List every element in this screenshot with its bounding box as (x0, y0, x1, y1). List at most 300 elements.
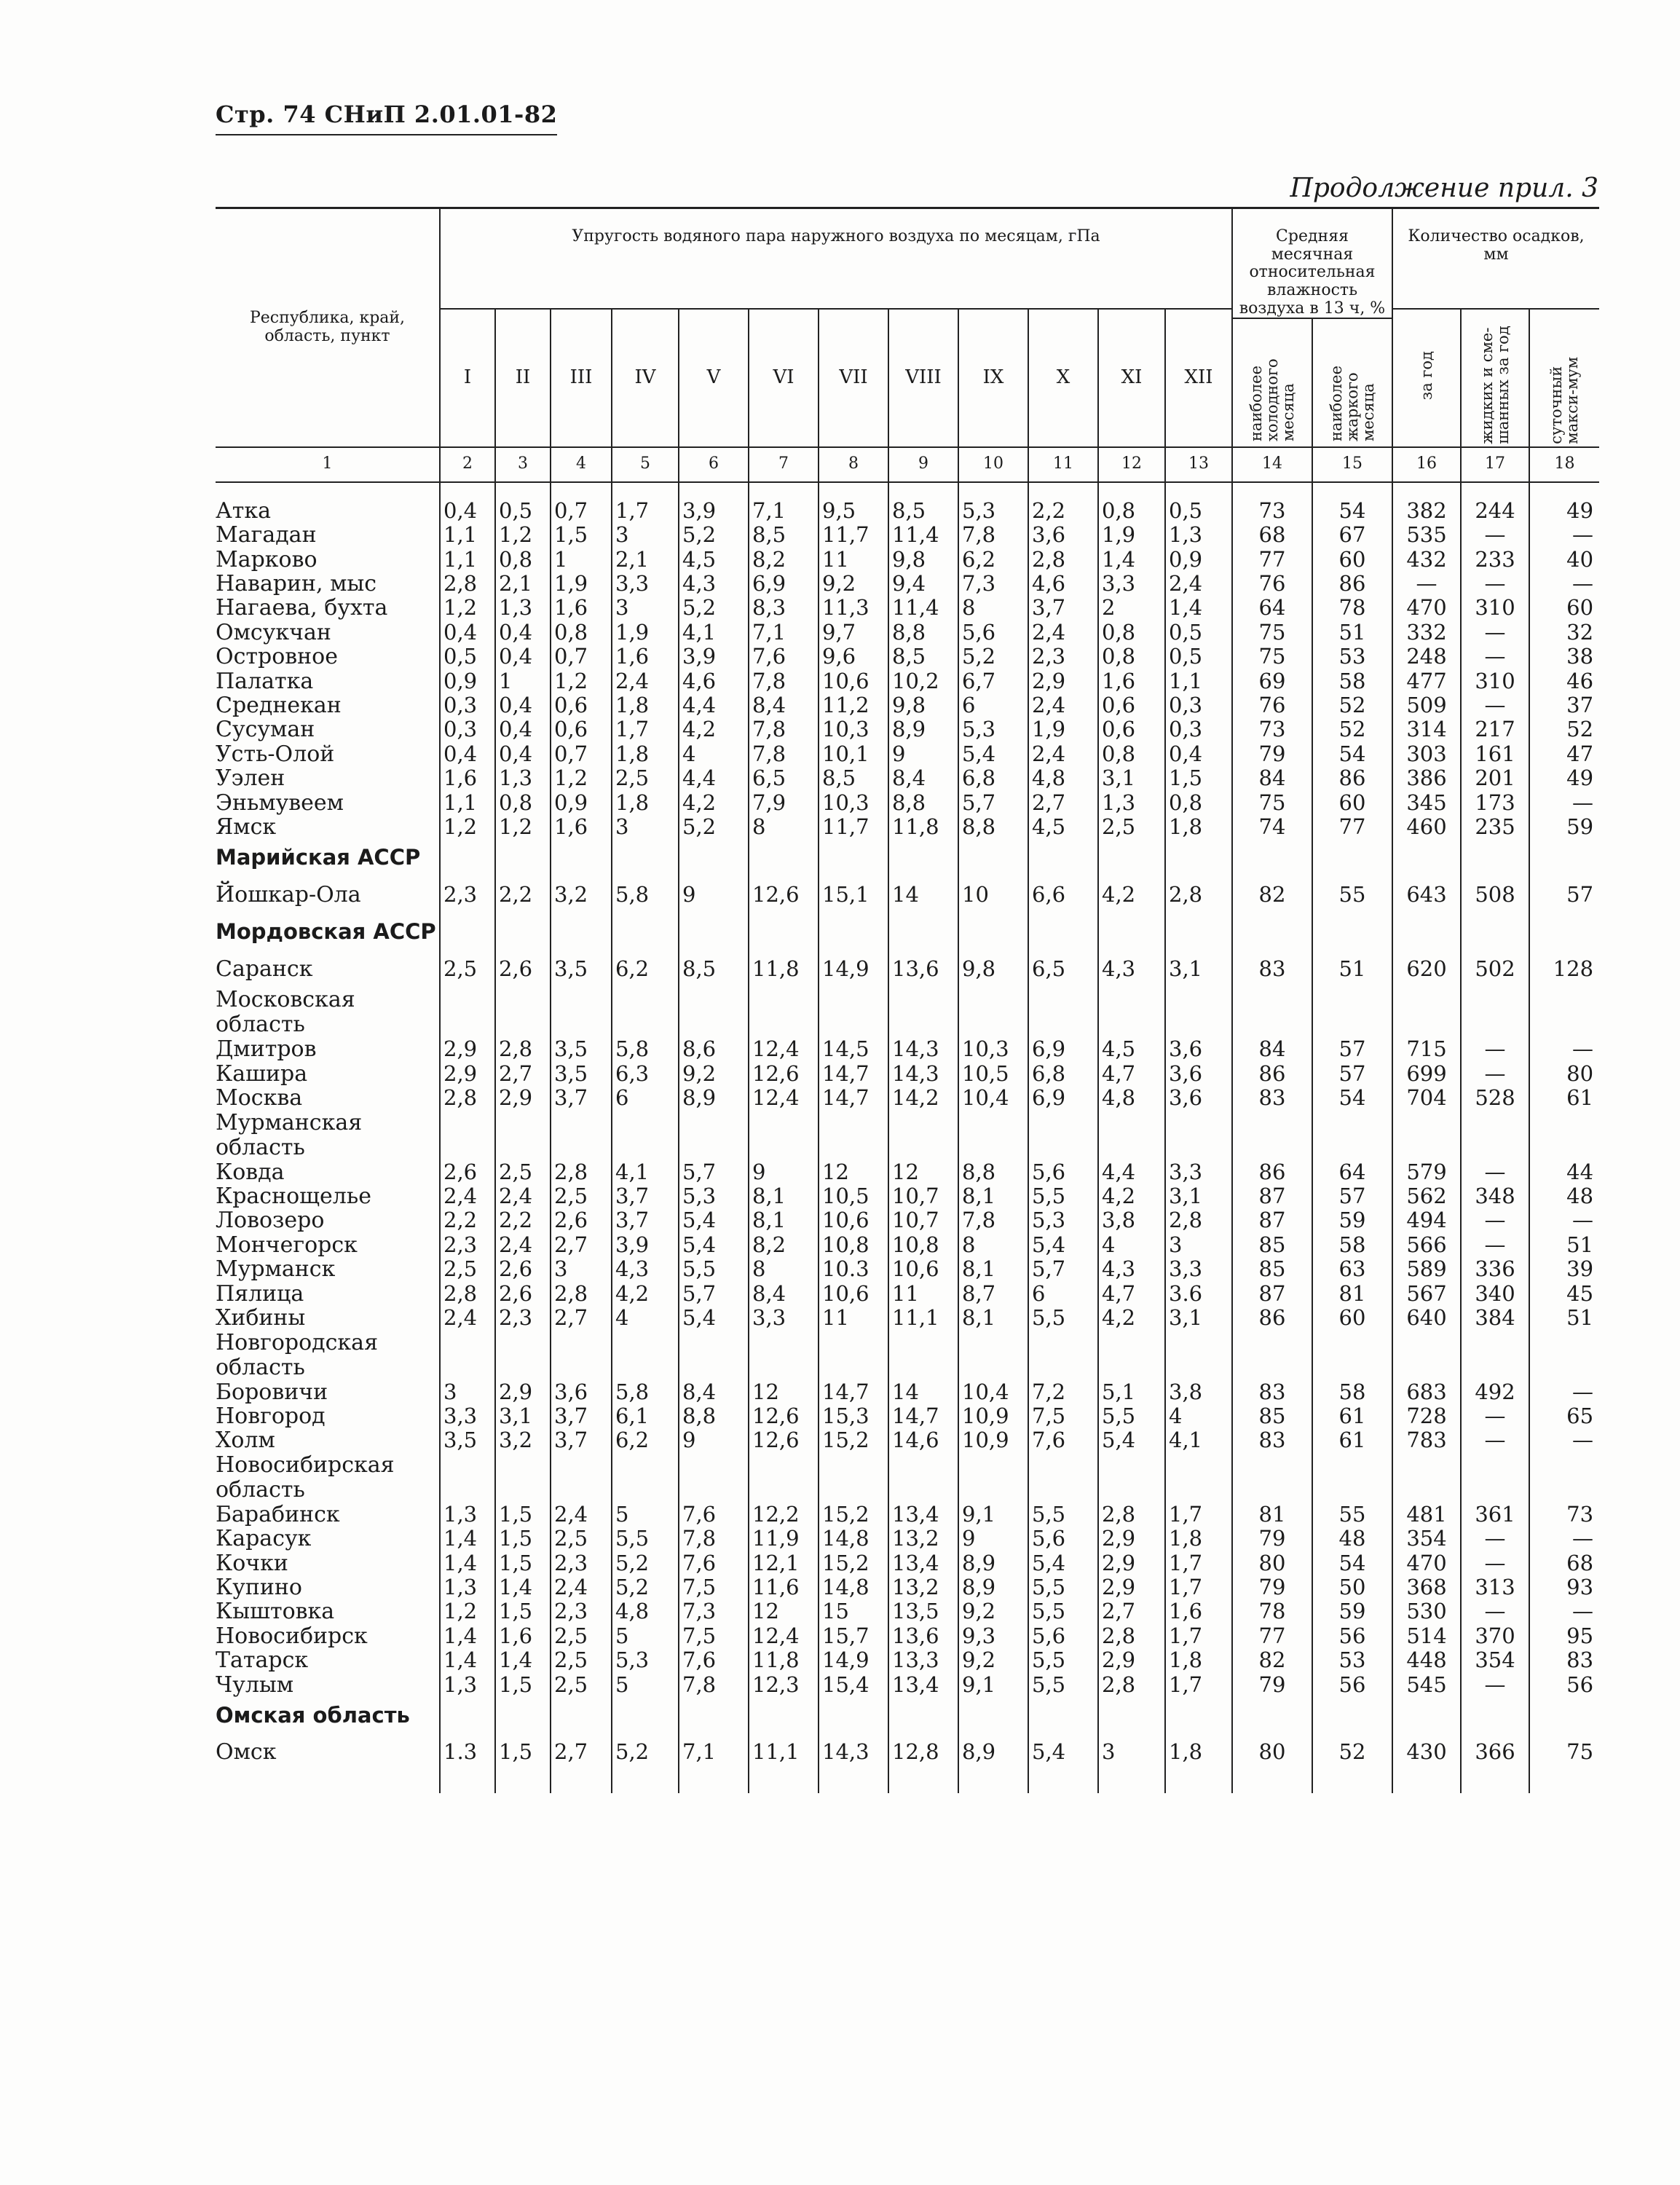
vapor-cell: 2,5 (495, 1160, 551, 1184)
precip-cell: 32 (1529, 621, 1599, 645)
vapor-cell: 2,5 (440, 1257, 495, 1281)
vapor-cell: 4,1 (679, 621, 749, 645)
vapor-cell: 5,5 (1028, 1599, 1098, 1623)
vapor-cell: 2,6 (551, 1208, 612, 1232)
precip-cell: — (1461, 1527, 1529, 1551)
vapor-cell: 10,7 (888, 1184, 958, 1208)
humidity-cell: 54 (1312, 742, 1392, 766)
vapor-cell: 12,4 (749, 1037, 819, 1061)
precip-cell: 233 (1461, 548, 1529, 572)
empty-cell (1232, 1478, 1312, 1503)
vapor-cell: 5,4 (1098, 1428, 1165, 1452)
vapor-cell: 5,5 (1028, 1673, 1098, 1697)
vapor-cell: 2,4 (612, 669, 679, 693)
vapor-cell: 9 (958, 1527, 1028, 1551)
vapor-cell: 2,8 (1098, 1503, 1165, 1527)
month-header: XI (1098, 309, 1165, 447)
vapor-cell: 11,1 (888, 1306, 958, 1330)
table-row (216, 1208, 1599, 1232)
empty-cell (1312, 1478, 1392, 1503)
humidity-cell: 78 (1232, 1599, 1312, 1623)
vapor-cell: 13,4 (888, 1503, 958, 1527)
empty-cell (440, 1697, 495, 1733)
empty-cell (1098, 839, 1165, 875)
vapor-cell: 4,2 (1098, 1184, 1165, 1208)
vapor-cell: 1,4 (440, 1527, 495, 1551)
spacer-cell (1232, 1771, 1312, 1793)
empty-cell (495, 1111, 551, 1135)
humidity-cell: 85 (1232, 1233, 1312, 1257)
column-number: 12 (1098, 447, 1165, 482)
empty-cell (888, 1478, 958, 1503)
empty-cell (551, 1355, 612, 1380)
precip-cell: — (1461, 1673, 1529, 1697)
station-name: Новгород (216, 1403, 326, 1429)
humidity-cell: 48 (1312, 1527, 1392, 1551)
table-row (216, 1160, 1599, 1184)
vapor-cell: 1,5 (495, 1527, 551, 1551)
empty-cell (1392, 1135, 1461, 1160)
vapor-cell: 0,3 (1165, 717, 1232, 741)
vapor-cell: 2,4 (1028, 621, 1098, 645)
vapor-cell: 5,6 (1028, 1160, 1098, 1184)
vapor-cell: 5,3 (958, 717, 1028, 741)
vapor-cell: 3 (440, 1380, 495, 1404)
vapor-cell: 5,5 (1028, 1503, 1098, 1527)
vapor-cell: 3,6 (1028, 523, 1098, 547)
vapor-cell: 0,7 (551, 742, 612, 766)
precip-daily-max-header: суточный макси-мум (1529, 309, 1599, 447)
vapor-cell: 3,7 (551, 1404, 612, 1428)
vapor-cell: 4,6 (679, 669, 749, 693)
humidity-cell: 61 (1312, 1404, 1392, 1428)
table-row (216, 1306, 1599, 1330)
vapor-cell: 1,3 (440, 1673, 495, 1697)
humidity-cell: 76 (1232, 693, 1312, 717)
empty-cell (819, 1135, 888, 1160)
vapor-cell: 13,2 (888, 1575, 958, 1599)
column-number: 15 (1312, 447, 1392, 482)
spacer-cell (888, 1771, 958, 1793)
precip-cell: 80 (1529, 1062, 1599, 1086)
vapor-cell: 11,1 (749, 1733, 819, 1771)
vapor-cell: 10,6 (819, 1208, 888, 1232)
empty-cell (1232, 1697, 1312, 1733)
precip-cell: 354 (1392, 1527, 1461, 1551)
vapor-cell: 10 (958, 875, 1028, 913)
precip-cell: 477 (1392, 669, 1461, 693)
table-row (216, 1086, 1599, 1110)
vapor-cell: 2,7 (551, 1306, 612, 1330)
vapor-cell: 5,5 (679, 1257, 749, 1281)
vapor-cell: 0,3 (1165, 693, 1232, 717)
humidity-cell: 83 (1232, 1086, 1312, 1110)
precip-cell: 61 (1529, 1086, 1599, 1110)
column-number: 4 (551, 447, 612, 482)
vapor-cell: 5,4 (679, 1306, 749, 1330)
table-row (216, 875, 1599, 913)
spacer-cell (1098, 482, 1165, 499)
station-name: Марково (216, 547, 318, 572)
vapor-cell: 14,9 (819, 950, 888, 988)
vapor-cell: 4,8 (612, 1599, 679, 1623)
empty-cell (495, 913, 551, 950)
region-name: Мордовская АССР (216, 919, 436, 945)
column-number: 1 (216, 447, 440, 482)
empty-cell (958, 1355, 1028, 1380)
vapor-cell: 6,5 (1028, 950, 1098, 988)
vapor-cell: 1,4 (1165, 596, 1232, 620)
vapor-cell: 1 (495, 669, 551, 693)
vapor-cell: 7,6 (1028, 1428, 1098, 1452)
empty-cell (749, 1331, 819, 1355)
table-row (216, 1648, 1599, 1672)
empty-cell (612, 913, 679, 950)
vapor-cell: 6,2 (958, 548, 1028, 572)
vapor-cell: 14,5 (819, 1037, 888, 1061)
empty-cell (1461, 1135, 1529, 1160)
empty-cell (958, 839, 1028, 875)
empty-cell (1461, 1331, 1529, 1355)
empty-cell (958, 913, 1028, 950)
humidity-cell: 87 (1232, 1208, 1312, 1232)
vapor-cell: 9,5 (819, 499, 888, 523)
empty-cell (1165, 1135, 1232, 1160)
vapor-cell: 1,3 (440, 1575, 495, 1599)
vapor-cell: 3,3 (1098, 572, 1165, 596)
vapor-cell: 8,9 (958, 1575, 1028, 1599)
precip-cell: 492 (1461, 1380, 1529, 1404)
empty-cell (440, 1478, 495, 1503)
column-number: 6 (679, 447, 749, 482)
spacer-cell (1312, 482, 1392, 499)
vapor-cell: 1,7 (1165, 1673, 1232, 1697)
empty-cell (1392, 1012, 1461, 1037)
spacer-cell (216, 482, 440, 499)
vapor-cell: 3,9 (679, 645, 749, 669)
precip-cell: 51 (1529, 1233, 1599, 1257)
vapor-cell: 2,4 (551, 1503, 612, 1527)
precip-cell: 783 (1392, 1428, 1461, 1452)
station-name: Мончегорск (216, 1232, 358, 1258)
empty-cell (819, 1355, 888, 1380)
vapor-cell: 11,7 (819, 815, 888, 839)
vapor-cell: 12,4 (749, 1086, 819, 1110)
vapor-cell: 14,8 (819, 1527, 888, 1551)
table-row (216, 1282, 1599, 1306)
vapor-cell: 3,8 (1165, 1380, 1232, 1404)
vapor-cell: 4 (612, 1306, 679, 1330)
vapor-cell: 8,4 (749, 693, 819, 717)
vapor-cell: 0,5 (1165, 499, 1232, 523)
empty-cell (1232, 1355, 1312, 1380)
vapor-cell: 5,8 (612, 875, 679, 913)
empty-cell (1028, 1478, 1098, 1503)
precip-cell: 303 (1392, 742, 1461, 766)
humidity-cell: 86 (1232, 1062, 1312, 1086)
vapor-cell: 2,7 (551, 1233, 612, 1257)
empty-cell (1312, 1331, 1392, 1355)
humidity-cell: 73 (1232, 499, 1312, 523)
humidity-cell: 59 (1312, 1208, 1392, 1232)
precip-cell: 314 (1392, 717, 1461, 741)
empty-cell (495, 1478, 551, 1503)
vapor-cell: 1,1 (440, 523, 495, 547)
vapor-cell: 4,3 (1098, 1257, 1165, 1281)
humidity-cell: 84 (1232, 766, 1312, 790)
vapor-cell: 5,4 (679, 1233, 749, 1257)
empty-cell (1232, 1111, 1312, 1135)
vapor-cell: 0,6 (1098, 717, 1165, 741)
vapor-cell: 2,1 (495, 572, 551, 596)
empty-cell (1529, 913, 1599, 950)
vapor-cell: 8,1 (958, 1184, 1028, 1208)
region-row (216, 839, 1599, 875)
vapor-cell: 5,5 (1028, 1306, 1098, 1330)
empty-cell (888, 1135, 958, 1160)
vapor-cell: 4,3 (612, 1257, 679, 1281)
precip-year-header: за год (1392, 309, 1461, 447)
region-name: Марийская АССР (216, 845, 421, 870)
precip-cell: 248 (1392, 645, 1461, 669)
vapor-cell: 9,8 (958, 950, 1028, 988)
empty-cell (440, 1355, 495, 1380)
vapor-cell: 2,9 (1028, 669, 1098, 693)
precip-cell: 699 (1392, 1062, 1461, 1086)
vapor-cell: 4,5 (1028, 815, 1098, 839)
humidity-cell: 60 (1312, 791, 1392, 815)
vapor-cell: 1,2 (551, 669, 612, 693)
vapor-cell: 5,4 (1028, 1733, 1098, 1771)
precip-cell: 47 (1529, 742, 1599, 766)
table-row (216, 1527, 1599, 1551)
precip-cell: 567 (1392, 1282, 1461, 1306)
vapor-cell: 8,9 (958, 1551, 1028, 1575)
region-name: область (216, 1135, 305, 1160)
humidity-cell: 53 (1312, 645, 1392, 669)
precip-cell: 386 (1392, 766, 1461, 790)
spacer-cell (551, 482, 612, 499)
empty-cell (1098, 1478, 1165, 1503)
precip-cell: 217 (1461, 717, 1529, 741)
month-header: IV (612, 309, 679, 447)
vapor-cell: 0,5 (440, 645, 495, 669)
vapor-cell: 10,3 (819, 791, 888, 815)
vapor-cell: 15,1 (819, 875, 888, 913)
empty-cell (612, 839, 679, 875)
empty-cell (551, 913, 612, 950)
table-row (216, 621, 1599, 645)
vapor-cell: 7,9 (749, 791, 819, 815)
humidity-cell: 61 (1312, 1428, 1392, 1452)
precip-cell: 46 (1529, 669, 1599, 693)
vapor-cell: 8 (749, 1257, 819, 1281)
vapor-cell: 2,4 (1028, 742, 1098, 766)
vapor-cell: 15,7 (819, 1624, 888, 1648)
vapor-cell: 14,3 (819, 1733, 888, 1771)
vapor-cell: 0,5 (1165, 645, 1232, 669)
humidity-cell: 74 (1232, 815, 1312, 839)
empty-cell (819, 1478, 888, 1503)
vapor-cell: 8,5 (888, 499, 958, 523)
vapor-cell: 6,9 (1028, 1037, 1098, 1061)
vapor-cell: 1,6 (495, 1624, 551, 1648)
vapor-cell: 7,6 (749, 645, 819, 669)
vapor-cell: 5,5 (1028, 1575, 1098, 1599)
precip-cell: 535 (1392, 523, 1461, 547)
vapor-cell: 12,4 (749, 1624, 819, 1648)
humidity-cell: 82 (1232, 875, 1312, 913)
climate-table-wrapper (216, 207, 1599, 1793)
humidity-cell: 79 (1232, 742, 1312, 766)
humidity-cell: 63 (1312, 1257, 1392, 1281)
empty-cell (1392, 839, 1461, 875)
vapor-cell: 1,8 (1165, 1527, 1232, 1551)
spacer-cell (958, 1771, 1028, 1793)
region-row (216, 1135, 1599, 1160)
vapor-cell: 5,3 (679, 1184, 749, 1208)
vapor-cell: 3 (551, 1257, 612, 1281)
table-row (216, 1037, 1599, 1061)
precip-cell: 244 (1461, 499, 1529, 523)
precip-cell: — (1529, 1037, 1599, 1061)
precip-cell: 49 (1529, 499, 1599, 523)
column-number: 13 (1165, 447, 1232, 482)
vapor-cell: 2,8 (440, 572, 495, 596)
vapor-cell: 0,4 (440, 742, 495, 766)
empty-cell (551, 1111, 612, 1135)
empty-cell (1028, 1012, 1098, 1037)
month-header: II (495, 309, 551, 447)
empty-cell (1461, 1697, 1529, 1733)
humidity-cell: 80 (1232, 1551, 1312, 1575)
empty-cell (1461, 1453, 1529, 1478)
vapor-cell: 5,7 (1028, 1257, 1098, 1281)
humidity-cell: 85 (1232, 1404, 1312, 1428)
precip-cell: 566 (1392, 1233, 1461, 1257)
precip-cell: 57 (1529, 875, 1599, 913)
vapor-cell: 2,2 (495, 875, 551, 913)
vapor-cell: 3,1 (1165, 1306, 1232, 1330)
vapor-cell: 1,8 (1165, 1733, 1232, 1771)
vapor-cell: 5 (612, 1673, 679, 1697)
vapor-cell: 0,4 (495, 742, 551, 766)
humidity-header: Средняя месячная относительная влажность воздуха в 13 ч, % (1232, 208, 1392, 319)
column-number: 5 (612, 447, 679, 482)
vapor-cell: 2,3 (495, 1306, 551, 1330)
empty-cell (1232, 839, 1312, 875)
vapor-cell: 2,8 (1165, 1208, 1232, 1232)
vapor-cell: 4,8 (1028, 766, 1098, 790)
station-name: Карасук (216, 1527, 312, 1551)
empty-cell (888, 988, 958, 1012)
empty-cell (1028, 1331, 1098, 1355)
region-row (216, 1478, 1599, 1503)
precip-cell: 494 (1392, 1208, 1461, 1232)
vapor-cell: 2,9 (1098, 1648, 1165, 1672)
vapor-cell: 0,7 (551, 645, 612, 669)
humidity-cell: 54 (1312, 499, 1392, 523)
precip-cell: — (1461, 1160, 1529, 1184)
vapor-cell: 8,8 (679, 1404, 749, 1428)
humidity-cell: 60 (1312, 548, 1392, 572)
month-header: III (551, 309, 612, 447)
vapor-cell: 0,6 (551, 693, 612, 717)
vapor-cell: 11,8 (749, 950, 819, 988)
vapor-cell: 5,5 (1028, 1184, 1098, 1208)
vapor-cell: 1,1 (440, 791, 495, 815)
precip-cell: 340 (1461, 1282, 1529, 1306)
empty-cell (1028, 1697, 1098, 1733)
precip-cell: 728 (1392, 1404, 1461, 1428)
empty-cell (679, 1012, 749, 1037)
vapor-cell: 7,2 (1028, 1380, 1098, 1404)
spacer-cell (1165, 482, 1232, 499)
vapor-cell: 3 (1098, 1733, 1165, 1771)
empty-cell (440, 839, 495, 875)
empty-cell (1312, 1697, 1392, 1733)
vapor-cell: 5,2 (958, 645, 1028, 669)
spacer-cell (1098, 1771, 1165, 1793)
vapor-cell: 2,6 (495, 1257, 551, 1281)
spacer-cell (1392, 1771, 1461, 1793)
precip-cell: 382 (1392, 499, 1461, 523)
vapor-cell: 1,6 (551, 596, 612, 620)
vapor-cell: 15,2 (819, 1551, 888, 1575)
empty-cell (1392, 988, 1461, 1012)
vapor-cell: 8 (958, 1233, 1028, 1257)
vapor-cell: 4 (1098, 1233, 1165, 1257)
vapor-cell: 3,6 (1165, 1062, 1232, 1086)
vapor-cell: 1,2 (495, 523, 551, 547)
humidity-cell: 86 (1232, 1160, 1312, 1184)
vapor-cell: 1,2 (440, 815, 495, 839)
empty-cell (1529, 1111, 1599, 1135)
spacer-cell (440, 1771, 495, 1793)
vapor-cell: 2,3 (1028, 645, 1098, 669)
empty-cell (495, 1697, 551, 1733)
humidity-cell: 58 (1312, 669, 1392, 693)
vapor-cell: 2,2 (440, 1208, 495, 1232)
vapor-cell: 9 (749, 1160, 819, 1184)
vapor-cell: 1,3 (440, 1503, 495, 1527)
vapor-cell: 3,8 (1098, 1208, 1165, 1232)
vapor-cell: 3,1 (1165, 950, 1232, 988)
precip-cell: 704 (1392, 1086, 1461, 1110)
vapor-cell: 7,5 (679, 1624, 749, 1648)
vapor-cell: 9 (888, 742, 958, 766)
empty-cell (1529, 1453, 1599, 1478)
humidity-cell: 78 (1312, 596, 1392, 620)
vapor-cell: 10,3 (819, 717, 888, 741)
station-name: Ямск (216, 815, 277, 840)
empty-cell (495, 839, 551, 875)
spacer-cell (1461, 482, 1529, 499)
vapor-cell: 1,7 (1165, 1551, 1232, 1575)
vapor-cell: 1,2 (495, 815, 551, 839)
vapor-cell: 3,5 (551, 1037, 612, 1061)
vapor-cell: 2,6 (440, 1160, 495, 1184)
vapor-cell: 1,5 (495, 1733, 551, 1771)
month-header: VIII (888, 309, 958, 447)
region-row (216, 913, 1599, 950)
empty-cell (888, 1012, 958, 1037)
empty-cell (958, 1478, 1028, 1503)
table-row (216, 1428, 1599, 1452)
vapor-cell: 5,7 (679, 1282, 749, 1306)
empty-cell (612, 988, 679, 1012)
vapor-cell: 5,6 (958, 621, 1028, 645)
